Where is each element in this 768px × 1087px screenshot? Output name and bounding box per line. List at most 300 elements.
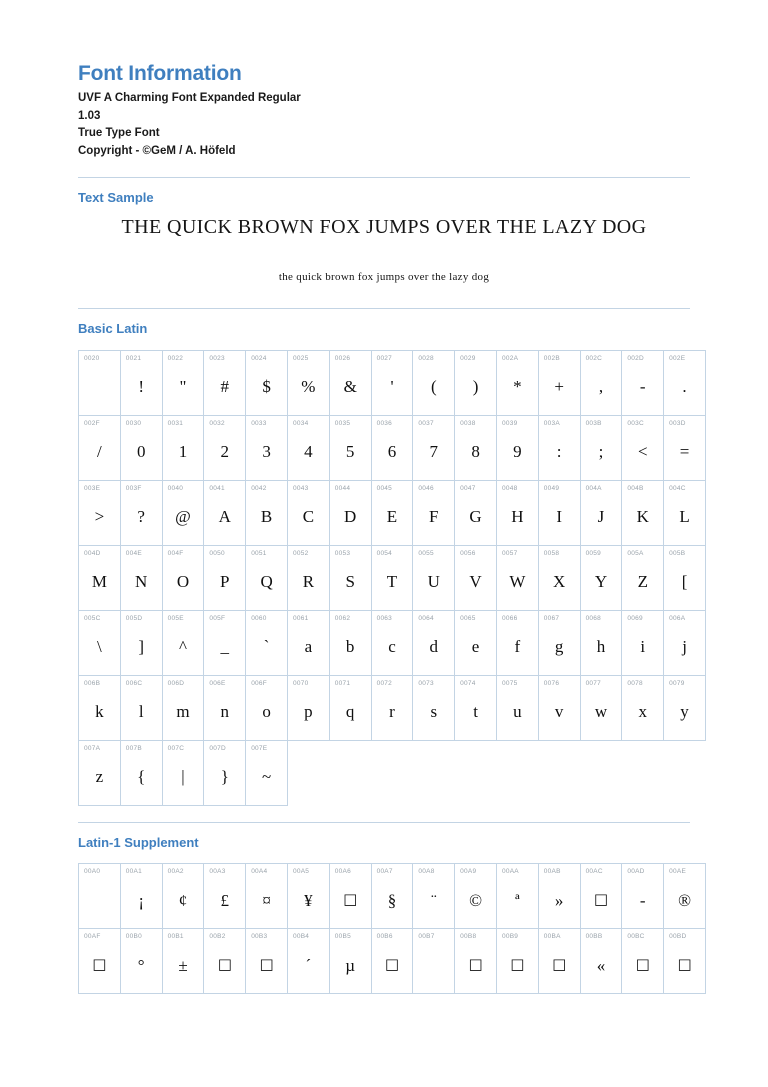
glyph-preview: © [469,890,483,910]
glyph-preview: Z [637,572,648,592]
glyph-preview: : [556,442,562,462]
glyph-cell[interactable] [496,480,538,545]
glyph-preview: / [97,442,102,462]
glyph-row [79,675,706,740]
glyph-cell[interactable] [455,610,497,675]
glyph-cell[interactable] [287,675,329,740]
glyph-codepoint-label: 0057 [501,549,518,557]
glyph-cell[interactable] [622,610,664,675]
glyph-cell-empty [538,740,580,805]
glyph-cell[interactable] [79,864,121,929]
glyph-codepoint-label: 005A [627,549,644,557]
glyph-preview: f [514,637,521,657]
glyph-cell[interactable] [664,929,706,994]
glyph-cell[interactable] [538,610,580,675]
glyph-cell[interactable] [162,864,204,929]
glyph-cell[interactable] [664,350,706,415]
glyph-cell[interactable] [622,864,664,929]
glyph-preview: 4 [304,442,313,462]
glyph-preview: ` [263,637,270,657]
glyph-preview: ^ [179,637,187,657]
glyph-cell[interactable] [538,350,580,415]
glyph-preview: ] [138,637,145,657]
glyph-codepoint-label: 003C [627,419,644,427]
glyph-cell[interactable] [204,350,246,415]
glyph-preview: | [181,767,185,787]
glyph-cell[interactable] [246,350,288,415]
glyph-preview: \ [97,637,102,657]
glyph-cell[interactable] [329,610,371,675]
glyph-cell[interactable] [79,929,121,994]
glyph-cell[interactable] [287,350,329,415]
glyph-cell[interactable] [287,415,329,480]
glyph-cell-empty [664,740,706,805]
glyph-cell[interactable] [204,480,246,545]
glyph-cell[interactable] [120,545,162,610]
glyph-cell[interactable] [162,480,204,545]
glyph-cell[interactable] [664,675,706,740]
glyph-cell[interactable] [120,675,162,740]
glyph-preview: - [639,377,646,397]
glyph-preview: ' [390,377,394,397]
glyph-cell-empty [329,740,371,805]
glyph-cell[interactable] [413,675,455,740]
glyph-cell[interactable] [664,864,706,929]
glyph-cell[interactable] [455,545,497,610]
glyph-row [79,864,706,929]
glyph-codepoint-label: 007C [167,744,185,752]
glyph-codepoint-label: 0038 [460,419,476,427]
glyph-cell[interactable] [496,545,538,610]
glyph-cell[interactable] [162,350,204,415]
glyph-codepoint-label: 0027 [376,354,393,362]
glyph-cell[interactable] [538,675,580,740]
glyph-cell[interactable] [496,675,538,740]
glyph-preview: 5 [345,442,355,462]
glyph-codepoint-label: 0055 [418,549,434,557]
glyph-codepoint-label: 006A [669,614,686,622]
glyph-codepoint-label: 0044 [334,484,351,492]
glyph-cell[interactable] [580,480,622,545]
glyph-preview: l [138,702,144,722]
glyph-cell[interactable] [622,929,664,994]
glyph-cell[interactable] [246,740,288,805]
glyph-cell[interactable] [162,675,204,740]
glyph-preview: T [386,572,398,592]
glyph-cell[interactable] [79,350,121,415]
glyph-preview: v [554,702,564,722]
glyph-codepoint-label: 00B0 [125,933,142,941]
glyph-codepoint-label: 006B [84,679,101,687]
glyph-cell[interactable] [246,610,288,675]
glyph-cell[interactable] [120,415,162,480]
glyph-preview: z [95,767,104,787]
glyph-cell[interactable] [622,415,664,480]
glyph-preview: 6 [387,442,397,462]
glyph-preview: e [471,637,480,657]
glyph-codepoint-label: 0041 [209,484,225,492]
glyph-codepoint-label: 0034 [292,419,309,427]
glyph-preview: µ [345,955,356,975]
glyph-cell[interactable] [204,864,246,929]
glyph-cell[interactable] [162,740,204,805]
glyph-cell[interactable] [162,610,204,675]
glyph-codepoint-label: 0079 [669,679,685,687]
glyph-preview: @ [175,507,191,527]
glyph-codepoint-label: 005E [167,614,184,622]
glyph-codepoint-label: 003E [84,484,101,492]
glyph-cell[interactable] [329,675,371,740]
glyph-codepoint-label: 0069 [627,614,643,622]
glyph-cell[interactable] [538,480,580,545]
glyph-preview: M [91,572,107,592]
glyph-notdef-box: □ [92,954,107,973]
glyph-cell[interactable] [246,545,288,610]
glyph-cell[interactable] [580,610,622,675]
glyph-cell[interactable] [329,415,371,480]
glyph-preview: G [469,507,482,527]
glyph-cell[interactable] [622,480,664,545]
glyph-cell[interactable] [120,740,162,805]
glyph-preview: ª [515,890,520,910]
glyph-cell[interactable] [204,740,246,805]
glyph-cell[interactable] [371,480,413,545]
basic-latin-table-body [79,350,706,805]
glyph-cell[interactable] [413,610,455,675]
glyph-notdef-box: □ [217,954,232,973]
glyph-cell[interactable] [496,929,538,994]
glyph-cell[interactable] [371,350,413,415]
glyph-codepoint-label: 002D [627,354,644,362]
glyph-cell[interactable] [79,675,121,740]
glyph-preview: u [513,702,522,722]
glyph-codepoint-label: 00A7 [376,868,393,876]
glyph-codepoint-label: 007A [84,744,101,752]
glyph-codepoint-label: 0039 [501,419,518,427]
glyph-cell-empty [622,740,664,805]
glyph-cell[interactable] [287,864,329,929]
glyph-preview: a [304,637,313,657]
glyph-cell[interactable] [371,864,413,929]
glyph-preview: < [637,442,648,462]
glyph-cell[interactable] [580,545,622,610]
glyph-cell[interactable] [622,675,664,740]
glyph-codepoint-label: 00AB [543,868,561,876]
glyph-codepoint-label: 0074 [460,679,476,687]
glyph-cell[interactable] [246,929,288,994]
glyph-row [79,350,706,415]
glyph-cell[interactable] [496,610,538,675]
glyph-cell[interactable] [664,415,706,480]
glyph-preview: " [179,377,187,397]
glyph-cell[interactable] [455,350,497,415]
glyph-codepoint-label: 00BB [585,933,603,941]
glyph-cell[interactable] [329,545,371,610]
glyph-cell[interactable] [580,929,622,994]
glyph-preview: n [220,702,230,722]
glyph-cell[interactable] [580,415,622,480]
glyph-cell[interactable] [371,610,413,675]
glyph-cell[interactable] [664,545,706,610]
glyph-codepoint-label: 0026 [334,354,351,362]
glyph-cell[interactable] [329,480,371,545]
glyph-codepoint-label: 0040 [167,484,184,492]
glyph-preview: L [679,507,690,527]
section-title-basic-latin: Basic Latin [78,321,148,337]
glyph-preview: O [176,572,190,592]
glyph-preview: p [304,702,313,722]
glyph-preview: U [427,572,440,592]
glyph-cell[interactable] [538,929,580,994]
glyph-cell[interactable] [204,675,246,740]
glyph-cell[interactable] [664,480,706,545]
glyph-preview: r [389,702,395,722]
glyph-cell[interactable] [455,864,497,929]
glyph-codepoint-label: 00A9 [460,868,477,876]
glyph-preview: S [345,572,355,592]
glyph-preview: * [513,377,522,397]
glyph-preview: 0 [136,442,146,462]
glyph-codepoint-label: 00B3 [251,933,268,941]
glyph-cell[interactable] [622,350,664,415]
glyph-cell[interactable] [664,610,706,675]
glyph-cell[interactable] [79,480,121,545]
glyph-codepoint-label: 00BD [669,933,687,941]
glyph-preview: 1 [178,442,188,462]
glyph-codepoint-label: 0052 [292,549,309,557]
glyph-preview: c [388,637,396,657]
glyph-preview: x [638,702,647,722]
glyph-preview: D [344,507,357,527]
glyph-codepoint-label: 0030 [125,419,142,427]
glyph-notdef-box: □ [343,889,358,908]
glyph-preview: » [554,890,564,910]
glyph-codepoint-label: 0047 [460,484,476,492]
glyph-cell[interactable] [329,929,371,994]
glyph-preview: [ [681,572,688,592]
glyph-cell[interactable] [496,864,538,929]
glyph-cell[interactable] [162,929,204,994]
glyph-codepoint-label: 00A3 [209,868,226,876]
glyph-cell[interactable] [204,545,246,610]
glyph-codepoint-label: 00B2 [209,933,226,941]
glyph-codepoint-label: 0035 [334,419,351,427]
glyph-cell[interactable] [580,675,622,740]
glyph-codepoint-label: 0053 [334,549,351,557]
glyph-cell[interactable] [120,864,162,929]
glyph-codepoint-label: 005F [209,614,226,622]
glyph-cell[interactable] [79,610,121,675]
glyph-cell[interactable] [622,545,664,610]
glyph-notdef-box: □ [259,954,274,973]
glyph-codepoint-label: 00AD [627,868,645,876]
glyph-codepoint-label: 006C [125,679,143,687]
glyph-codepoint-label: 0067 [543,614,560,622]
glyph-codepoint-label: 003A [543,419,560,427]
glyph-cell[interactable] [413,929,455,994]
glyph-cell[interactable] [287,480,329,545]
glyph-preview: ± [178,955,188,975]
glyph-preview: 7 [429,442,439,462]
glyph-preview: £ [220,890,230,910]
glyph-codepoint-label: 00B9 [501,933,519,941]
glyph-preview: ( [430,377,437,397]
glyph-codepoint-label: 004C [669,484,686,492]
glyph-cell[interactable] [455,480,497,545]
glyph-preview: . [682,377,687,397]
glyph-preview: ~ [261,767,272,787]
glyph-codepoint-label: 00AC [585,868,603,876]
latin1-table-wrap [78,863,690,994]
glyph-preview: d [429,637,439,657]
glyph-cell[interactable] [204,415,246,480]
glyph-preview: g [554,637,564,657]
glyph-cell[interactable] [120,350,162,415]
glyph-preview: + [554,377,564,397]
glyph-cell[interactable] [413,350,455,415]
glyph-codepoint-label: 00A5 [292,868,310,876]
glyph-codepoint-label: 00AA [501,868,519,876]
glyph-codepoint-label: 004D [84,549,101,557]
glyph-cell[interactable] [538,415,580,480]
glyph-cell[interactable] [287,545,329,610]
glyph-cell[interactable] [371,545,413,610]
glyph-cell[interactable] [538,545,580,610]
glyph-cell[interactable] [287,929,329,994]
glyph-cell[interactable] [496,415,538,480]
glyph-cell[interactable] [246,480,288,545]
glyph-cell[interactable] [538,864,580,929]
glyph-cell[interactable] [371,929,413,994]
glyph-codepoint-label: 004A [585,484,602,492]
glyph-codepoint-label: 0076 [543,679,560,687]
glyph-codepoint-label: 0070 [292,679,309,687]
glyph-cell[interactable] [329,864,371,929]
glyph-codepoint-label: 007E [251,744,268,752]
glyph-cell[interactable] [413,545,455,610]
glyph-preview: m [176,702,190,722]
glyph-cell[interactable] [455,675,497,740]
glyph-preview: ® [678,890,692,910]
glyph-codepoint-label: 00BA [543,933,561,941]
glyph-cell[interactable] [413,864,455,929]
glyph-notdef-box: □ [384,954,400,973]
glyph-codepoint-label: 0029 [460,354,476,362]
font-copyright: Copyright - ©GeM / A. Höfeld [78,144,236,157]
glyph-codepoint-label: 00A4 [251,868,268,876]
glyph-cell-empty [413,740,455,805]
glyph-codepoint-label: 007B [125,744,142,752]
glyph-codepoint-label: 0062 [334,614,351,622]
glyph-preview: j [682,637,687,657]
glyph-cell[interactable] [162,415,204,480]
glyph-codepoint-label: 0068 [585,614,602,622]
glyph-codepoint-label: 00B4 [292,933,310,941]
glyph-codepoint-label: 002F [84,419,100,427]
glyph-preview: A [218,507,231,527]
glyph-codepoint-label: 00A0 [84,868,101,876]
glyph-cell[interactable] [455,929,497,994]
glyph-cell[interactable] [120,480,162,545]
glyph-codepoint-label: 004B [627,484,644,492]
glyph-codepoint-label: 0071 [334,679,351,687]
glyph-cell[interactable] [287,610,329,675]
glyph-cell[interactable] [120,610,162,675]
glyph-codepoint-label: 002A [501,354,519,362]
glyph-preview: ´ [305,955,312,975]
glyph-cell[interactable] [496,350,538,415]
glyph-preview: ¥ [304,890,313,910]
font-version: 1.03 [78,109,101,122]
glyph-preview [79,876,120,916]
glyph-cell[interactable] [329,350,371,415]
glyph-codepoint-label: 0046 [418,484,434,492]
glyph-codepoint-label: 00B8 [460,933,477,941]
glyph-codepoint-label: 006E [209,679,226,687]
glyph-cell-empty [287,740,329,805]
glyph-preview: h [596,637,606,657]
glyph-cell[interactable] [79,740,121,805]
glyph-cell[interactable] [246,675,288,740]
glyph-preview: R [302,572,315,592]
glyph-cell[interactable] [246,864,288,929]
section-title-latin1-supplement: Latin-1 Supplement [78,834,199,850]
glyph-codepoint-label: 0024 [251,354,267,362]
glyph-cell[interactable] [204,929,246,994]
glyph-preview: y [680,702,689,722]
glyph-codepoint-label: 0059 [585,549,602,557]
glyph-codepoint-label: 006F [251,679,268,687]
glyph-cell[interactable] [79,415,121,480]
glyph-codepoint-label: 0036 [376,419,393,427]
glyph-cell[interactable] [79,545,121,610]
glyph-cell[interactable] [246,415,288,480]
glyph-preview: 2 [220,442,230,462]
glyph-cell[interactable] [162,545,204,610]
glyph-cell[interactable] [120,929,162,994]
glyph-cell[interactable] [204,610,246,675]
latin1-supplement-table-body [79,864,706,994]
glyph-preview: W [509,572,526,592]
glyph-codepoint-label: 004E [125,549,142,557]
page-title: Font Information [78,62,242,85]
glyph-codepoint-label: 0031 [167,419,184,427]
glyph-codepoint-label: 006D [167,679,185,687]
glyph-preview: C [302,507,315,527]
glyph-cell[interactable] [580,864,622,929]
glyph-codepoint-label: 0037 [418,419,434,427]
glyph-cell[interactable] [371,415,413,480]
glyph-cell[interactable] [455,415,497,480]
glyph-codepoint-label: 005D [125,614,143,622]
glyph-cell[interactable] [580,350,622,415]
glyph-codepoint-label: 00BC [627,933,645,941]
glyph-preview: F [429,507,439,527]
glyph-cell[interactable] [413,415,455,480]
glyph-codepoint-label: 003B [585,419,602,427]
glyph-preview: ¡ [138,890,145,910]
glyph-codepoint-label: 00A6 [334,868,351,876]
glyph-codepoint-label: 00B6 [376,933,393,941]
glyph-cell[interactable] [371,675,413,740]
glyph-notdef-box: □ [510,954,525,973]
glyph-row [79,415,706,480]
glyph-cell-empty [455,740,497,805]
glyph-preview: N [135,572,148,592]
glyph-cell[interactable] [413,480,455,545]
glyph-codepoint-label: 0042 [251,484,267,492]
glyph-codepoint-label: 002C [585,354,603,362]
